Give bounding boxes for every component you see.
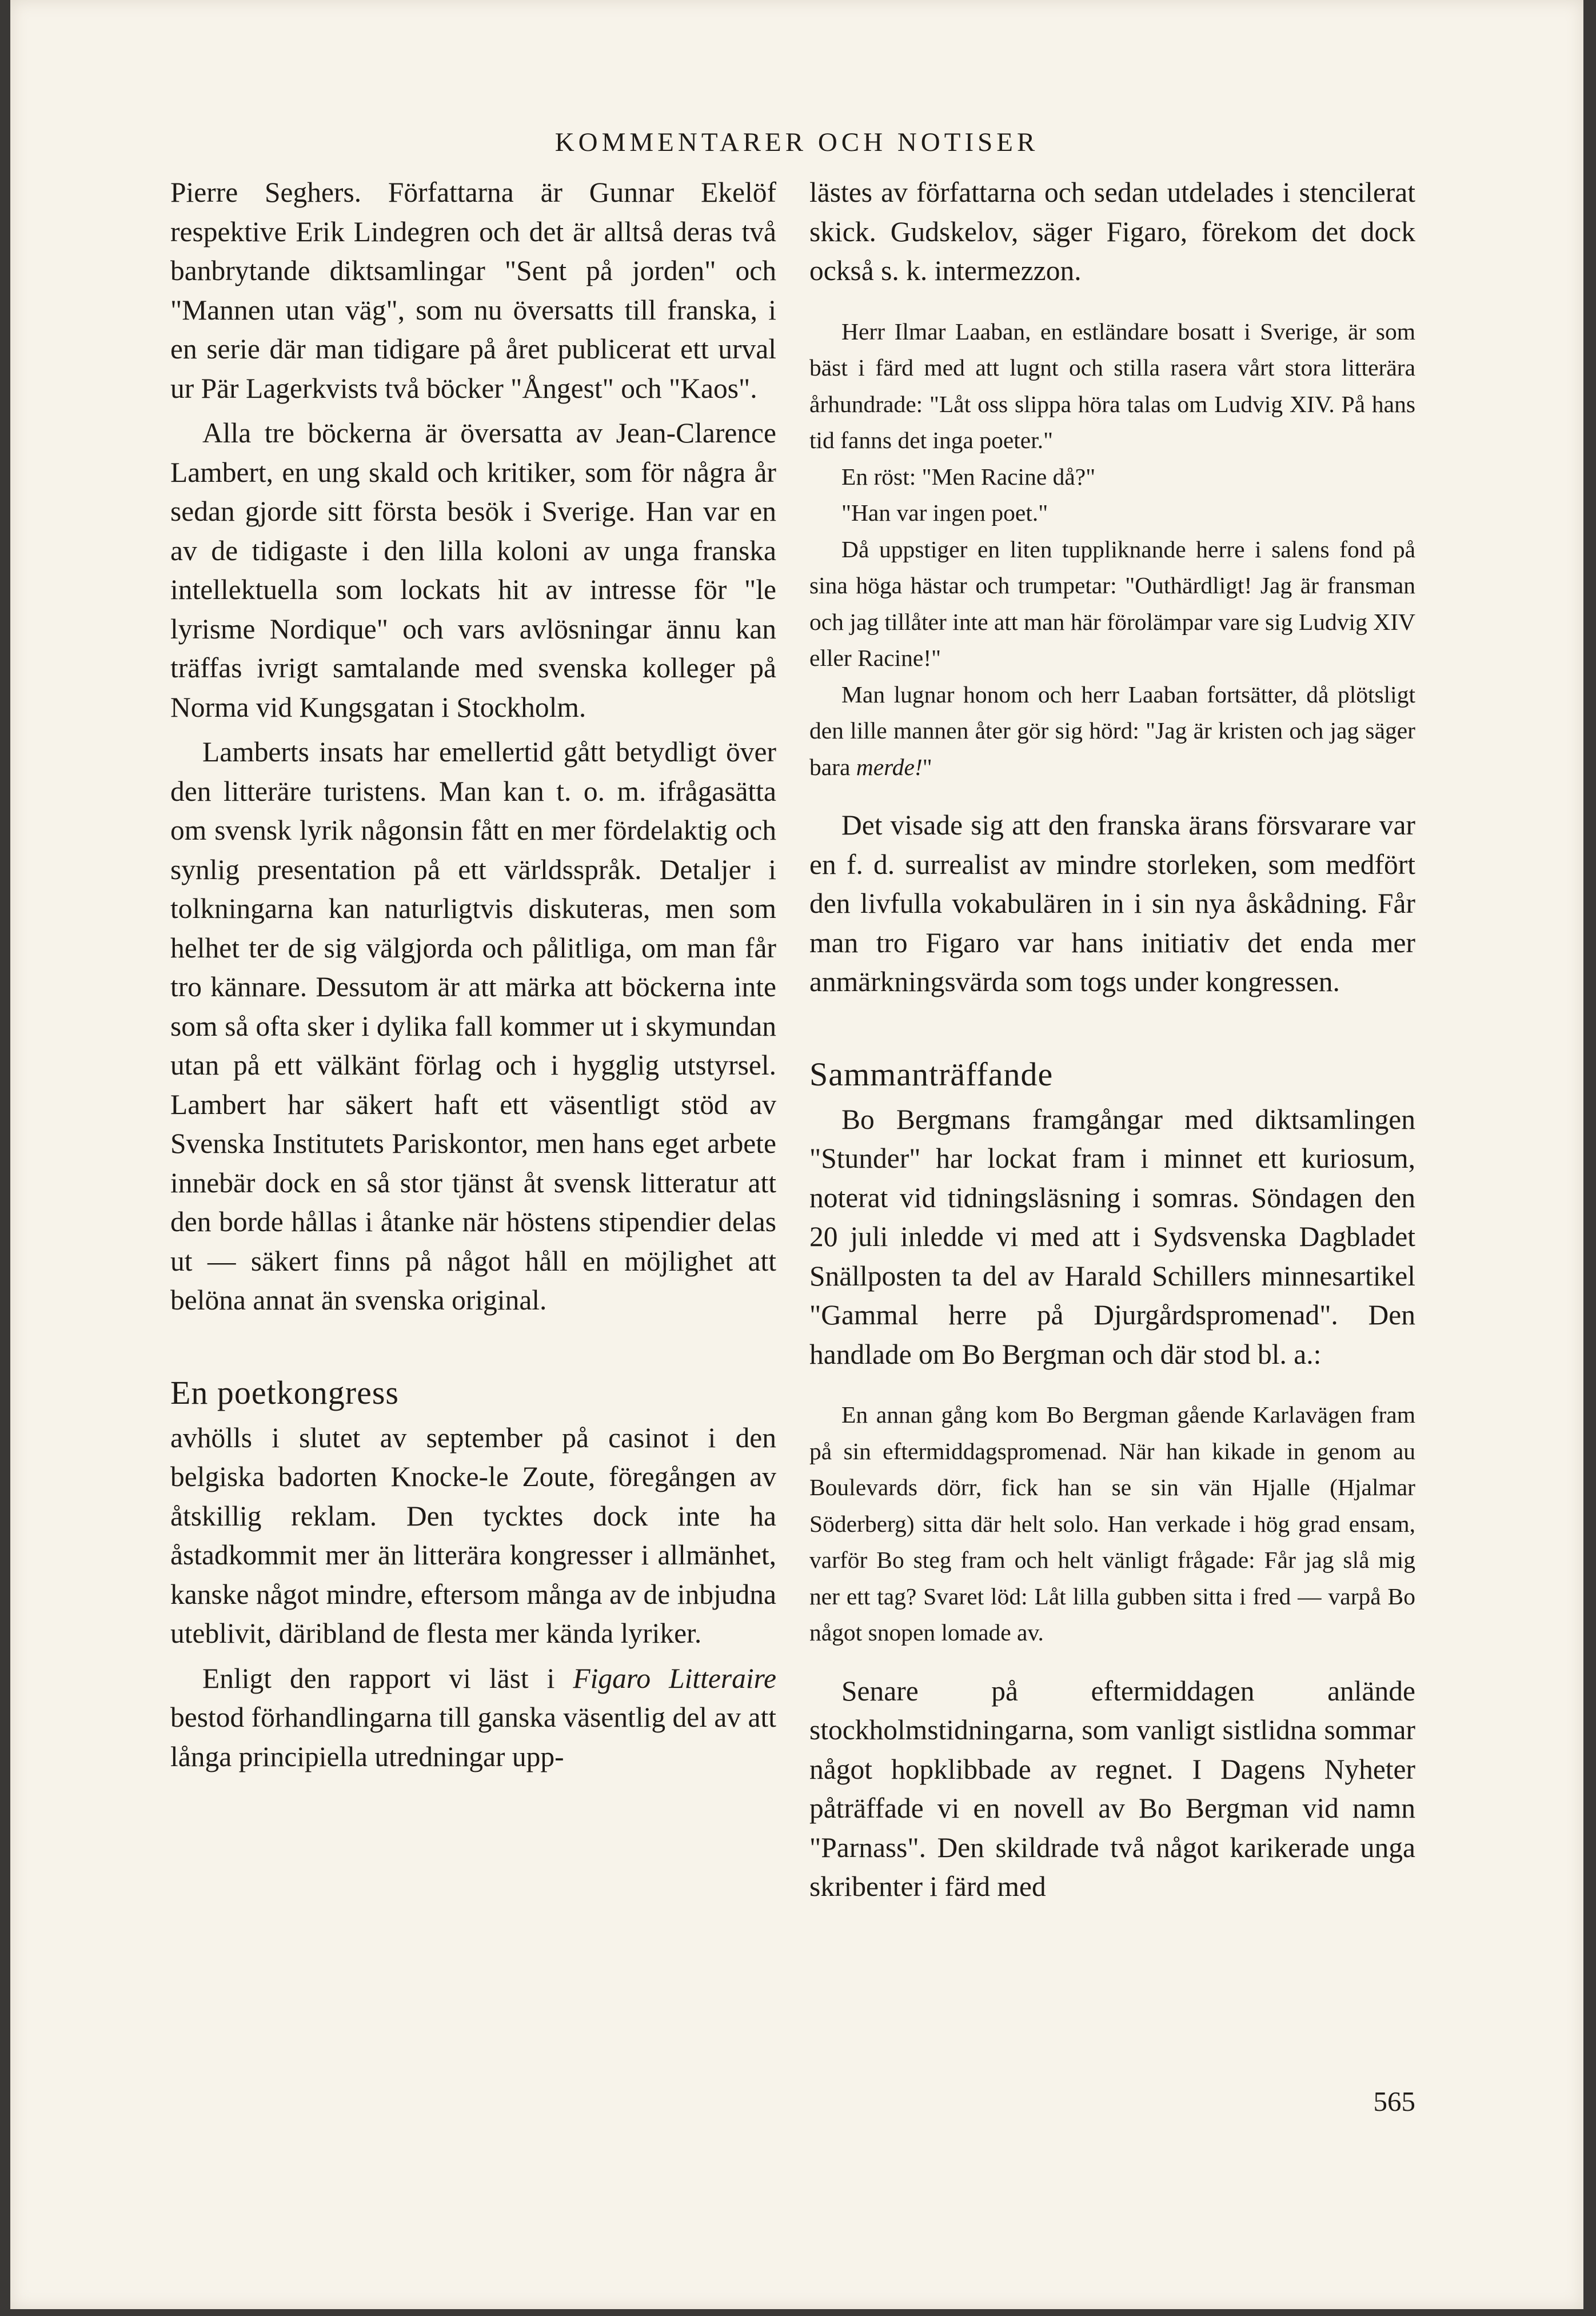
- section-heading-poetkongress: En poetkongress: [170, 1373, 399, 1411]
- left-paragraph-2: Alla tre böckerna är översatta av Jean-Clarence Lambert, en ung skald och kritiker, som för några år sedan gjorde sitt första besök i Sverige. Han var en av de tidigaste i den lilla koloni av unga franska intellektuella som lockats hit av intresse för "le lyrisme Nordique" och vars avlösningar ännu kan träffas ivrigt samtalande med svenska kolleger på Norma vid Kungsgatan i Stockholm.: [170, 417, 776, 723]
- quote-block-1: [809, 314, 1415, 786]
- left-paragraph-5-start: Enligt den rapport vi läst i: [202, 1662, 573, 1694]
- left-paragraph-4: avhölls i slutet av september på casinot i den belgiska badorten Knocke-le Zoute, föregången av åtskillig reklam. Den tycktes dock inte ha åstadkommit mer än litterära kongresser i allmänhet, kanske något mindre, eftersom många av de inbjudna uteblivit, däribland de flesta mer kända lyriker.: [170, 1421, 776, 1649]
- quote-ingen-poet: "Han var ingen poet.": [841, 500, 1048, 526]
- quote-merde-start: Man lugnar honom och herr Laaban fortsätter, då plötsligt den lille mannen åter gör sig hörd: "Jag är kristen och jag säger bara: [809, 681, 1415, 780]
- quote-tuppliknande: Då uppstiger en liten tuppliknande herre i salens fond på sina höga hästar och trumpetar: "Outhärdligt! Jag är fransman och jag tillåter inte att man här förolämpar vare sig Ludvig XIV eller Racine!": [809, 536, 1415, 671]
- running-head: KOMMENTARER OCH NOTISER: [554, 127, 1039, 157]
- quote-laaban: Herr Ilmar Laaban, en estländare bosatt i Sverige, är som bäst i färd med att lugnt och stilla rasera vårt stora litterära århundrade: "Låt oss slippa höra talas om Ludvig XIV. På hans tid fanns det inga poeter.": [809, 318, 1415, 453]
- page: [10, 0, 1583, 2309]
- quote-rost: En röst: "Men Racine då?": [841, 463, 1096, 490]
- figaro-litteraire-title: Figaro Litteraire: [573, 1662, 776, 1694]
- left-paragraph-5: [170, 1659, 776, 1777]
- page-number: 565: [1373, 2086, 1415, 2117]
- quote-schiller: En annan gång kom Bo Bergman gående Karlavägen fram på sin eftermiddagspromenad. När han kikade in genom au Boulevards dörr, fick han se sin vän Hjalle (Hjalmar Söderberg) sitta där helt solo. Han verkade i hög grad ensam, varför Bo steg fram och helt vänligt frågade: Får jag slå mig ner ett tag? Svaret löd: Låt lilla gubben sitta i fred — varpå Bo något snopen lomade av.: [809, 1401, 1415, 1646]
- right-paragraph-1: lästes av författarna och sedan utdelades i stencilerat skick. Gudskelov, säger Figaro, förekom det dock också s. k. intermezzon.: [809, 177, 1415, 286]
- section-heading-sammantraffande: Sammanträffande: [809, 1055, 1054, 1093]
- left-column: [170, 173, 776, 1776]
- quote-merde: [809, 677, 1415, 786]
- right-paragraph-4: Senare på eftermiddagen anlände stockholmstidningarna, som vanligt sistlidna sommar något hopklibbade av regnet. I Dagens Nyheter påträffade vi en novell av Bo Bergman vid namn "Parnass". Den skildrade två något karikerade unga skribenter i färd med: [809, 1675, 1415, 1902]
- quote-block-2: [809, 1397, 1415, 1651]
- right-paragraph-2: Det visade sig att den franska ärans försvarare var en f. d. surrealist av mindre storleken, som medfört den livfulla vokabulären in i sin nya åskådning. Får man tro Figaro var hans initiativ det enda mer anmärkningsvärda som togs under kongressen.: [809, 809, 1415, 997]
- right-column: [809, 173, 1415, 1907]
- left-paragraph-3: Lamberts insats har emellertid gått betydligt över den litteräre turistens. Man kan t. o. m. ifrågasätta om svensk lyrik någonsin fått en mer fördelaktig och synlig presentation på ett världsspråk. Detaljer i tolkningarna kan naturligtvis diskuteras, men som helhet ter de sig välgjorda och pålitliga, om man får tro kännare. Dessutom är att märka att böckerna inte som så ofta sker i dylika fall kommer ut i skymundan utan på ett välkänt förlag och i hygglig utstyrsel. Lambert har säkert haft ett väsentligt stöd av Svenska Institutets Pariskontor, men hans eget arbete innebär dock en så stor tjänst åt svensk litteratur att den borde hållas i åtanke när höstens stipendier delas ut — säkert finns på något håll en möjlighet att belöna annat än svenska original.: [170, 736, 776, 1316]
- quote-merde-italic: merde!: [856, 753, 923, 780]
- right-paragraph-3: Bo Bergmans framgångar med diktsamlingen "Stunder" har lockat fram i minnet ett kuriosum, noterat vid tidningsläsning i somras. Söndagen den 20 juli inledde vi med att i Sydsvenska Dagbladet Snällposten ta del av Harald Schillers minnesartikel "Gammal herre på Djurgårdspromenad". Den handlade om Bo Bergman och där stod bl. a.:: [809, 1103, 1415, 1370]
- left-paragraph-1: Pierre Seghers. Författarna är Gunnar Ekelöf respektive Erik Lindegren och det är alltså deras två banbrytande diktsamlingar "Sent på jorden" och "Mannen utan väg", som nu översatts till franska, i en serie där man tidigare på året publicerat ett urval ur Pär Lagerkvists två böcker "Ångest" och "Kaos".: [170, 177, 776, 404]
- left-paragraph-5-end: bestod förhandlingarna till ganska väsentlig del av att långa principiella utredningar upp-: [170, 1702, 776, 1772]
- quote-merde-end: ": [922, 753, 932, 780]
